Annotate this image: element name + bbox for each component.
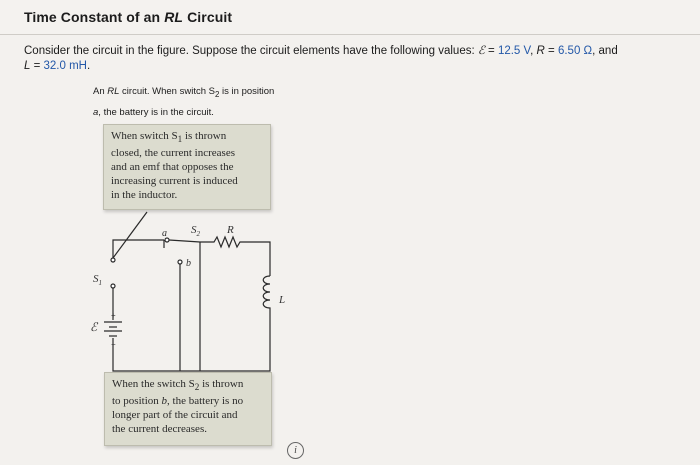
label-b: b — [186, 258, 191, 269]
label-r: R — [227, 224, 234, 236]
bottom-wire — [113, 322, 270, 371]
callout-switch-s2: When the switch $S_2$ is thrown to position b, the battery is no longer part of the circuit and the current decreases. — [104, 372, 272, 446]
label-s2: $S_2$ — [191, 224, 200, 238]
page-title: Time Constant of an RL Circuit — [24, 9, 233, 25]
label-minus: − — [111, 340, 116, 349]
emf-value: 12.5 V — [497, 45, 531, 57]
problem-statement: Consider the circuit in the figure. Suppose the circuit elements have the following values: ℰ = 12.5 V, R = 6.50 Ω, and L = 32.0 mH. — [24, 45, 618, 72]
callout-switch-s1: When switch $S_1$ is thrown closed, the current increases and an emf that opposes the increasing current is induced in the inductor. — [103, 124, 271, 210]
switch-s1-blade — [113, 212, 147, 258]
figure-caption: An RL circuit. When switch $S_2$ is in position a, the battery is in the circuit. — [93, 86, 275, 118]
switch-s2-blade — [169, 240, 200, 242]
resistance-value: 6.50 Ω — [557, 45, 593, 57]
label-emf: ℰ — [90, 320, 98, 334]
resistor — [200, 237, 270, 276]
info-icon[interactable]: i — [287, 442, 304, 459]
label-s1: $S_1$ — [93, 273, 102, 287]
label-l: L — [279, 294, 286, 306]
label-a: a — [162, 228, 167, 239]
inductance-value: 32.0 mH — [43, 60, 87, 72]
left-top-wire — [113, 240, 164, 258]
label-plus: + — [111, 311, 116, 320]
emf-symbol: ℰ — [477, 45, 485, 57]
inductor-coil — [263, 276, 270, 322]
